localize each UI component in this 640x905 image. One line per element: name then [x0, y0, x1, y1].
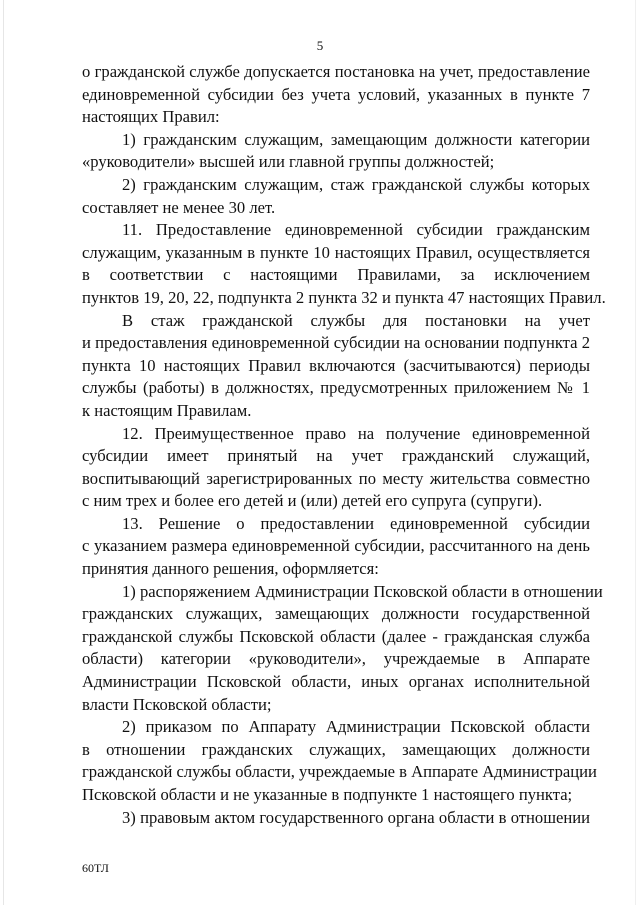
text-line: «руководители» высшей или главной группы должностей;	[82, 152, 495, 172]
text-line: пунктов 19, 20, 22, подпункта 2 пункта 32 и пункта 47 настоящих Правил.	[82, 287, 606, 307]
text-line: гражданской службы Псковской области (далее - гражданская служба	[82, 626, 590, 646]
text-line: с указанием размера единовременной субсидии, рассчитанного на день	[82, 536, 590, 556]
scan-edge-right	[635, 0, 636, 905]
text-line: 11. Предоставление единовременной субсидии гражданским	[122, 220, 590, 240]
text-line: пункта 10 настоящих Правил включаются (засчитываются) периоды	[82, 355, 590, 375]
text-line: 1) гражданским служащим, замещающим должности категории	[122, 129, 590, 149]
text-line: в отношении гражданских служащих, замещающих должности	[82, 739, 590, 759]
text-line: и предоставления единовременной субсидии на основании подпункта 2	[82, 333, 590, 353]
text-line: гражданских служащих, замещающих должности государственной	[82, 604, 590, 624]
text-line: субсидии имеет принятый на учет гражданский служащий,	[82, 446, 590, 466]
text-line: гражданской службы области, учреждаемые в Аппарате Администрации	[82, 762, 597, 782]
text-line: настоящих Правил:	[82, 107, 220, 127]
text-line: службы (работы) в должностях, предусмотренных приложением № 1	[82, 378, 590, 398]
text-line: о гражданской службе допускается постановка на учет, предоставление	[82, 62, 590, 81]
text-line: области) категории «руководители», учреждаемые в Аппарате	[82, 649, 590, 669]
page-number: 5	[316, 38, 324, 53]
text-line: В стаж гражданской службы для постановки на учет	[122, 310, 590, 330]
text-line: Администрации Псковской области, иных органах исполнительной	[82, 672, 590, 692]
text-line: воспитывающий зарегистрированных по месту жительства совместно	[82, 468, 590, 488]
text-line: 12. Преимущественное право на получение единовременной	[122, 423, 590, 443]
text-line: в соответствии с настоящими Правилами, за исключением	[82, 265, 590, 285]
text-line: 13. Решение о предоставлении единовременной субсидии	[122, 513, 590, 533]
text-line: принятия данного решения, оформляется:	[82, 559, 379, 579]
text-line: 3) правовым актом государственного органа области в отношении	[122, 807, 590, 827]
text-line: Псковской области и не указанные в подпункте 1 настоящего пункта;	[82, 785, 573, 804]
text-line: составляет не менее 30 лет.	[82, 197, 276, 217]
document-body	[82, 61, 606, 829]
text-line: 2) гражданским служащим, стаж гражданской службы которых	[122, 174, 590, 194]
text-line: с ним трех и более его детей и (или) детей его супруга (супруги).	[82, 491, 543, 511]
text-line: 2) приказом по Аппарату Администрации Псковской области	[122, 717, 590, 737]
scan-edge-left	[3, 0, 4, 905]
text-line: к настоящим Правилам.	[82, 400, 252, 420]
footer-code: 60ТЛ	[82, 861, 109, 875]
text-line: служащим, указанным в пункте 10 настоящих Правил, осуществляется	[82, 242, 590, 262]
text-line: единовременной субсидии без учета условий, указанных в пункте 7	[82, 84, 590, 104]
text-line: 1) распоряжением Администрации Псковской области в отношении	[122, 581, 603, 601]
text-line: власти Псковской области;	[82, 694, 272, 714]
